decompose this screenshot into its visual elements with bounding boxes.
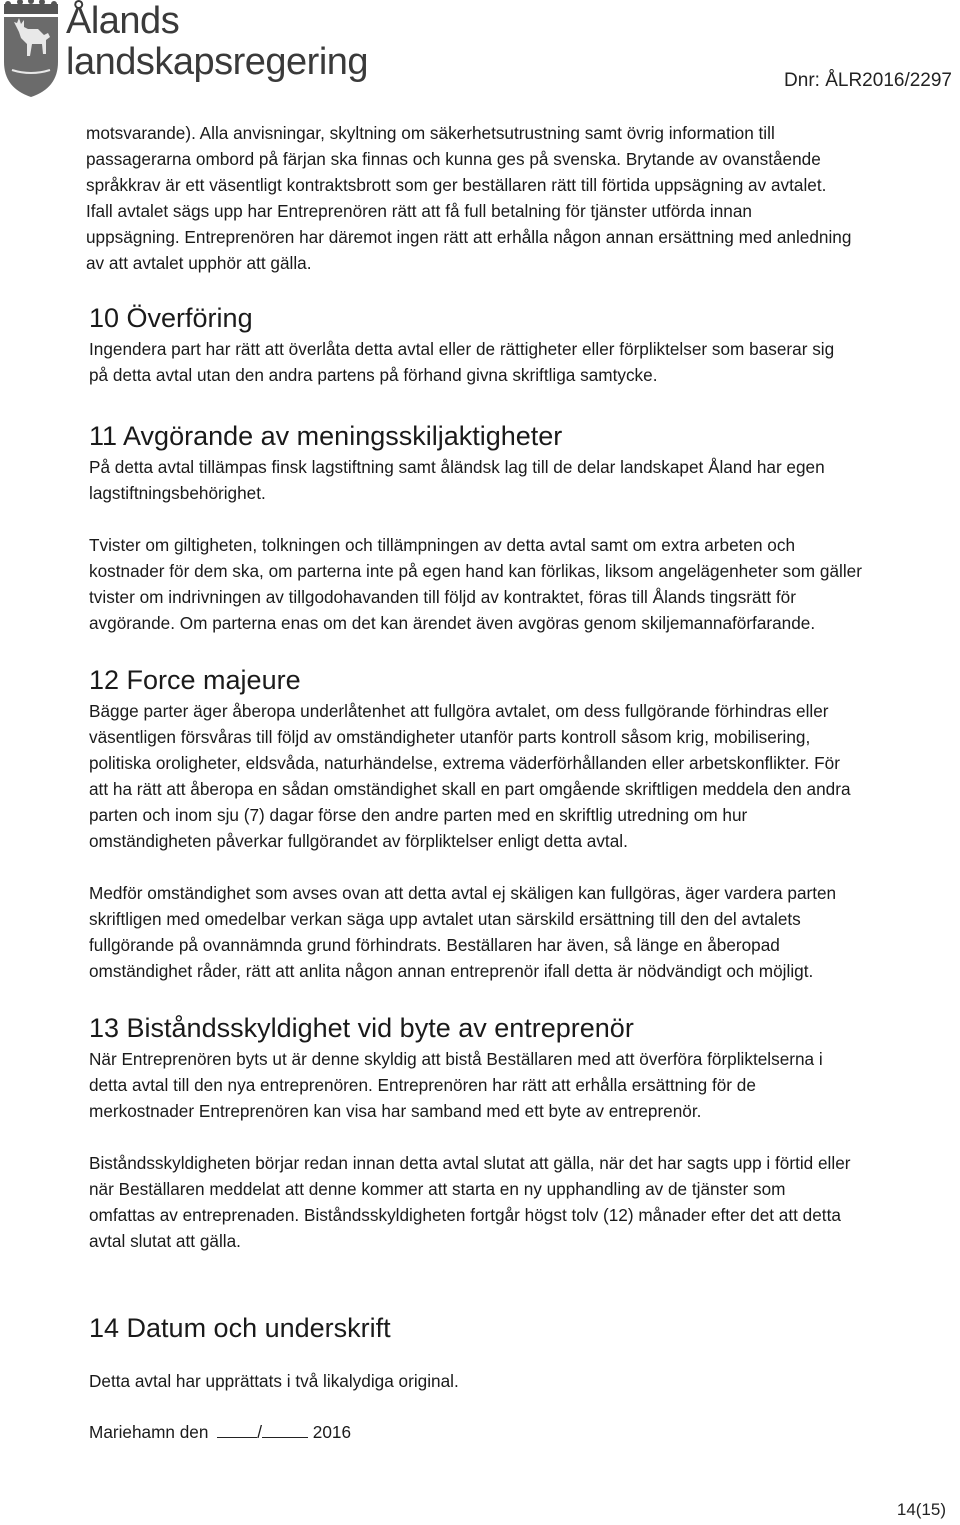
intro-line: Ifall avtalet sägs upp har Entreprenören rätt att få full betalning för tjänster utförda innan xyxy=(86,201,752,221)
day-blank xyxy=(217,1419,257,1438)
month-blank xyxy=(262,1419,308,1438)
brand-line2: landskapsregering xyxy=(66,41,369,83)
section-line: omständighet råder, rätt att anlita någon annan entreprenör ifall detta är nödvändigt och möjligt. xyxy=(89,961,814,981)
intro-line: passagerarna ombord på färjan ska finnas och kunna ges på svenska. Brytande av ovanstående xyxy=(86,149,821,169)
place-label: Mariehamn den xyxy=(89,1422,209,1442)
intro-line: av att avtalet upphör att gälla. xyxy=(86,253,312,273)
section-line: tvister om indrivningen av tillgodohavanden till följd av kontraktet, föras till Ålands tingsrätt för xyxy=(89,587,796,607)
section-heading: 11 Avgörande av meningsskiljaktigheter xyxy=(89,421,563,451)
intro-line: motsvarande). Alla anvisningar, skyltning om säkerhetsutrustning samt övrig information till xyxy=(86,123,775,143)
page-header xyxy=(0,0,960,100)
brand-line1: Ålands xyxy=(66,0,180,42)
year-label: 2016 xyxy=(312,1422,352,1442)
section-line: fullgörande på ovannämnda grund förhindrats. Beställaren har även, så länge en åberopad xyxy=(89,935,780,955)
page-number: 14(15) xyxy=(896,1500,946,1519)
section-line: detta avtal till den nya entreprenören. Entreprenören har rätt att erhålla ersättning för de xyxy=(89,1075,756,1095)
section-line: När Entreprenören byts ut är denne skyldig att bistå Beställaren med att överföra förpliktelserna i xyxy=(89,1049,823,1069)
section-line: kostnader för dem ska, om parterna inte på egen hand kan förlikas, liksom angelägenheter som gäller xyxy=(89,561,862,581)
document-number: Dnr: ÅLR2016/2297 xyxy=(784,70,952,91)
section-line: avgörande. Om parterna enas om det kan ärendet även avgöras genom skiljemannaförfarande. xyxy=(89,613,816,633)
section-11 xyxy=(89,420,960,636)
section-line: skriftligen med omedelbar verkan säga upp avtalet utan särskild ersättning till den del avtalets xyxy=(89,909,801,929)
intro-line: språkkrav är ett väsentligt kontraktsbrott som ger beställaren rätt till förtida uppsägning av avtalet. xyxy=(86,175,827,195)
section-line: Bägge parter äger åberopa underlåtenhet att fullgöra avtalet, om dess fullgörande förhindras eller xyxy=(89,701,829,721)
section-10 xyxy=(89,302,960,388)
section-line: parten och inom sju (7) dagar förse den andre parten med en skriftlig utredning om hur xyxy=(89,805,748,825)
section-12 xyxy=(89,664,960,984)
section-line: att ha rätt att åberopa en sådan omständighet skall en part omgående skriftligen meddela den andra xyxy=(89,779,851,799)
section-line: Tvister om giltigheten, tolkningen och tillämpningen av detta avtal samt om extra arbeten och xyxy=(89,535,796,555)
section-line: På detta avtal tillämpas finsk lagstiftning samt åländsk lag till de delar landskapet Åland har egen xyxy=(89,457,825,477)
deer-crest-icon xyxy=(0,0,62,98)
section-13 xyxy=(89,1012,960,1254)
section-line: omständigheten påverkar fullgörandet av förpliktelser enligt detta avtal. xyxy=(89,831,628,851)
section-line: när Beställaren meddelat att denne kommer att starta en ny upphandling av de tjänster som xyxy=(89,1179,786,1199)
section-heading: 12 Force majeure xyxy=(89,665,301,695)
section-line: omfattas av entreprenaden. Biståndsskyldigheten fortgår högst tolv (12) månader efter det att detta xyxy=(89,1205,841,1225)
section-line: Medför omständighet som avses ovan att detta avtal ej skäligen kan fullgöras, äger vardera parten xyxy=(89,883,837,903)
section-line: avtal slutat att gälla. xyxy=(89,1231,241,1251)
section-line: väsentligen försvåras till följd av omständigheter utanför parts kontroll såsom krig, mobilisering, xyxy=(89,727,811,747)
document-body xyxy=(86,120,960,1445)
section-line: Ingendera part har rätt att överlåta detta avtal eller de rättigheter eller förpliktelser som baserar sig xyxy=(89,339,835,359)
section-line: politiska oroligheter, eldsvåda, naturhändelse, extrema väderförhållanden eller arbetskonflikter. För xyxy=(89,753,840,773)
section-heading: 10 Överföring xyxy=(89,303,253,333)
section-line: Detta avtal har upprättats i två likalydiga original. xyxy=(89,1371,459,1391)
section-line: på detta avtal utan den andra partens på förhand givna skriftliga samtycke. xyxy=(89,365,658,385)
date-slash: / xyxy=(257,1422,262,1442)
section-14 xyxy=(89,1312,960,1445)
section-heading: 14 Datum och underskrift xyxy=(89,1313,391,1343)
section-line: Biståndsskyldigheten börjar redan innan detta avtal slutat att gälla, när det har sagts upp i förtid eller xyxy=(89,1153,851,1173)
intro-paragraph xyxy=(86,120,960,276)
brand-wordmark xyxy=(66,0,368,82)
intro-line: uppsägning. Entreprenören har däremot ingen rätt att erhålla någon annan ersättning med anledning xyxy=(86,227,852,247)
section-line: merkostnader Entreprenören kan visa har samband med ett byte av entreprenör. xyxy=(89,1101,702,1121)
signature-date-line xyxy=(89,1419,960,1445)
section-line: lagstiftningsbehörighet. xyxy=(89,483,266,503)
section-heading: 13 Biståndsskyldighet vid byte av entreprenör xyxy=(89,1013,634,1043)
